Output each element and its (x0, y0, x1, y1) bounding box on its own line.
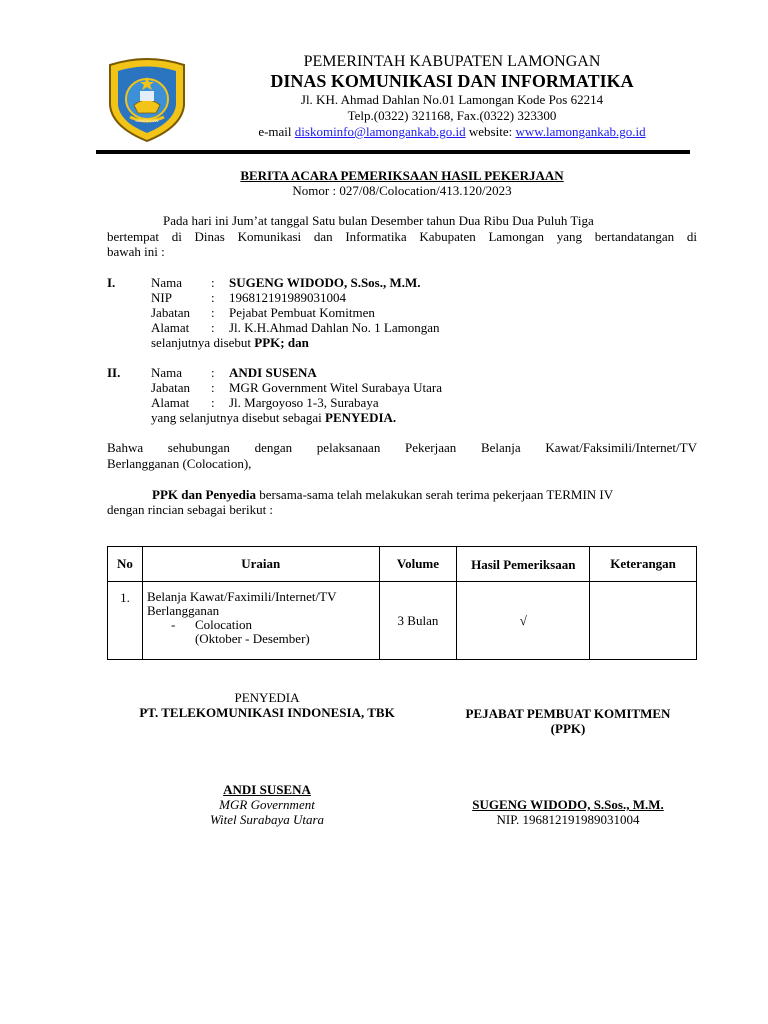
bahwa-line-2: Berlangganan (Colocation), (107, 456, 252, 471)
website-link[interactable]: www.lamongankab.go.id (515, 124, 646, 139)
party2-alamat-label: Alamat (151, 395, 190, 410)
header-keterangan: Keterangan (590, 547, 697, 582)
party1-jabatan-row (151, 305, 375, 320)
party1-designation-bold: PPK; dan (254, 335, 309, 350)
colon: : (211, 290, 215, 305)
table-header-row (108, 547, 697, 582)
colon: : (211, 275, 215, 290)
party1-nip: 196812191989031004 (229, 290, 346, 305)
party2-alamat-row (151, 395, 379, 410)
colon: : (211, 395, 215, 410)
party2-nama: ANDI SUSENA (229, 365, 317, 380)
sign-right (430, 706, 706, 736)
header-no: No (108, 547, 143, 582)
sign-left (107, 690, 427, 720)
sign-left-title1: MGR Government (219, 797, 315, 812)
uraian-line-4: (Oktober - Desember) (194, 631, 310, 646)
sign-left-name: ANDI SUSENA (223, 782, 311, 797)
colon: : (211, 320, 215, 335)
party2-designation-text: yang selanjutnya disebut sebagai (151, 410, 322, 425)
sign-right-role1: PEJABAT PEMBUAT KOMITMEN (465, 706, 671, 721)
cell-keterangan (590, 582, 697, 660)
opening-line-3: bawah ini : (107, 244, 165, 259)
cell-no: 1. (108, 582, 143, 660)
party1-nip-row (151, 290, 346, 305)
party2-nama-row (151, 365, 317, 380)
sign-right-role2: (PPK) (550, 721, 586, 736)
party2-jabatan-label: Jabatan (151, 380, 190, 395)
letterhead-phone: Telp.(0322) 321168, Fax.(0322) 323300 (347, 108, 557, 123)
bahwa-line-1: Bahwa sehubungan dengan pelaksanaan Pekerjaan Belanja Kawat/Faksimili/Internet/TV (107, 440, 697, 455)
opening-line-2: bertempat di Dinas Komunikasi dan Informatika Kabupaten Lamongan yang bertandatangan di (107, 229, 697, 244)
email-link[interactable]: diskominfo@lamongankab.go.id (294, 124, 466, 139)
letterhead-line2: DINAS KOMUNIKASI DAN INFORMATIKA (270, 71, 634, 91)
letterhead-address: Jl. KH. Ahmad Dahlan No.01 Lamongan Kode Pos 62214 (300, 92, 604, 107)
party1-nama-row (151, 275, 421, 290)
party2-designation-bold: PENYEDIA. (325, 410, 397, 425)
colon: : (211, 380, 215, 395)
party2-alamat: Jl. Margoyoso 1-3, Surabaya (229, 395, 379, 410)
header-uraian: Uraian (142, 547, 379, 582)
cell-uraian (142, 582, 379, 660)
colon: : (211, 305, 215, 320)
sign-left-block (107, 782, 427, 827)
party2-jabatan: MGR Government Witel Surabaya Utara (229, 380, 442, 395)
serah-rest: bersama-sama telah melakukan serah terima pekerjaan TERMIN IV (259, 487, 614, 502)
uraian-line-2: Berlangganan (146, 603, 220, 618)
serah-line-2: dengan rincian sebagai berikut : (107, 502, 274, 517)
sign-right-name: SUGENG WIDODO, S.Sos., M.M. (472, 797, 664, 812)
sign-right-nip: NIP. 196812191989031004 (496, 812, 640, 827)
party1-nama: SUGENG WIDODO, S.Sos., M.M. (229, 275, 421, 290)
party2-jabatan-row (151, 380, 442, 395)
party2-nama-label: Nama (151, 365, 183, 380)
uraian-bullet: - (170, 617, 176, 632)
cell-hasil: √ (457, 582, 590, 660)
table-row (108, 582, 697, 660)
logo (104, 55, 190, 143)
party1-alamat-row (151, 320, 440, 335)
party1-alamat: Jl. K.H.Ahmad Dahlan No. 1 Lamongan (229, 320, 440, 335)
document-title: BERITA ACARA PEMERIKSAAN HASIL PEKERJAAN (240, 168, 564, 183)
serah-line-1 (152, 487, 613, 502)
party1-nama-label: Nama (151, 275, 183, 290)
uraian-line-3: Colocation (194, 617, 252, 632)
uraian-item (147, 618, 375, 632)
colon: : (211, 365, 215, 380)
party2-number: II. (107, 365, 121, 380)
logo-text: LAMONGAN (135, 118, 159, 123)
letterhead (212, 52, 692, 140)
party1-jabatan-label: Jabatan (151, 305, 190, 320)
party1-designation (151, 335, 309, 350)
party2-designation (151, 410, 396, 425)
document-number: Nomor : 027/08/Colocation/413.120/2023 (292, 183, 512, 198)
letterhead-line1: PEMERINTAH KABUPATEN LAMONGAN (303, 53, 601, 70)
sign-left-title2: Witel Surabaya Utara (209, 812, 325, 827)
party1-nip-label: NIP (151, 290, 172, 305)
cell-volume: 3 Bulan (379, 582, 457, 660)
email-label: e-mail (258, 124, 292, 139)
sign-left-role: PENYEDIA (234, 690, 300, 705)
header-hasil: Hasil Pemeriksaan (457, 547, 590, 582)
uraian-line-1: Belanja Kawat/Faximili/Internet/TV (146, 589, 337, 604)
opening-line-1: Pada hari ini Jum’at tanggal Satu bulan Desember tahun Dua Ribu Dua Puluh Tiga (163, 213, 594, 228)
party1-designation-text: selanjutnya disebut (151, 335, 252, 350)
party1-alamat-label: Alamat (151, 320, 190, 335)
serah-bold: PPK dan Penyedia (152, 487, 257, 502)
detail-table (107, 546, 697, 660)
party1-number: I. (107, 275, 116, 290)
header-volume: Volume (379, 547, 457, 582)
party1-jabatan: Pejabat Pembuat Komitmen (229, 305, 375, 320)
website-label: website: (468, 124, 513, 139)
sign-left-company: PT. TELEKOMUNIKASI INDONESIA, TBK (139, 705, 395, 720)
letterhead-divider (96, 150, 690, 154)
sign-right-block (430, 797, 706, 827)
letterhead-contact (212, 124, 692, 140)
